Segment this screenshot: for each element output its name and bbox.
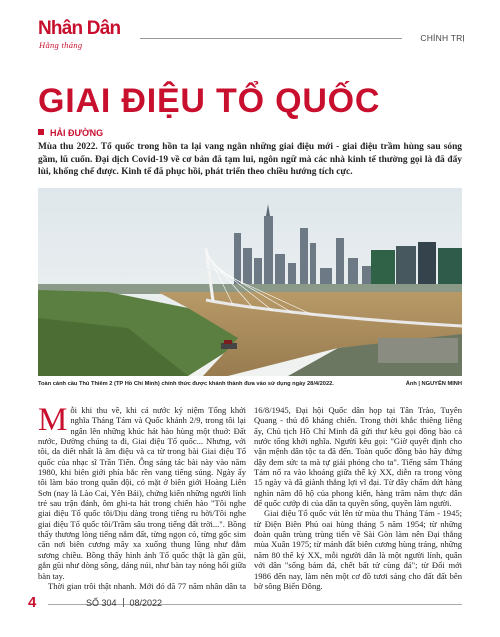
issue-number: SỐ 304 bbox=[86, 598, 117, 608]
body-paragraph bbox=[38, 405, 246, 581]
author-name: HẢI ĐƯỜNG bbox=[50, 128, 104, 138]
body-column-1 bbox=[38, 405, 246, 593]
newspaper-logo bbox=[38, 18, 134, 54]
article-photo bbox=[38, 188, 462, 376]
photo-caption: Toàn cảnh cầu Thủ Thiêm 2 (TP Hồ Chí Minh) chính thức được khánh thành đưa vào sử dụng ngày 28/4/2022. bbox=[38, 381, 334, 387]
photo-caption-row bbox=[38, 381, 462, 387]
issue-info bbox=[86, 598, 162, 608]
drop-cap: M bbox=[38, 405, 68, 438]
byline-square-icon bbox=[38, 129, 44, 135]
page-number: 4 bbox=[28, 594, 37, 611]
photo-credit: Ảnh | NGUYỄN MINH bbox=[405, 381, 462, 387]
article-title: GIAI ĐIỆU TỔ QUỐC bbox=[38, 82, 381, 120]
article-lead: Mùa thu 2022. Tổ quốc trong hồn ta lại vang ngân những giai điệu mới - giai điệu trầm hùng sau sóng gầm, lũ cuốn. Đại dịch Covid-19 về cơ bản đã tạm lui, ngôn ngữ mà các nhà kinh tế thường gọi là đã đẩy lùi, khống chế được. Kinh tế đã phục hồi, phát triển theo chiều hướng tích cực. bbox=[38, 142, 462, 178]
logo-text: Nhân Dân bbox=[38, 18, 121, 39]
section-label: CHÍNH TRỊ bbox=[420, 33, 465, 43]
issue-date: 08/2022 bbox=[129, 598, 163, 608]
body-paragraph bbox=[254, 591, 462, 593]
logo-subtitle: Hằng tháng bbox=[39, 40, 83, 50]
body-paragraph-text: ỗi khi thu về, khi cả nước kỷ niệm Tổng khởi nghĩa Tháng Tám và Quốc khánh 2/9, trong tôi lại ngân lên những khúc hát hào hùng một thuở: Đất nước, Đường chúng ta đi, Giai điệu Tổ quốc... Nhưng, với tôi, da diết nhất là âm điệu và ca từ trong bài Giai điệu Tổ quốc của nhạc sĩ Trần Tiến. Ông sáng tác bài này vào năm 1980, khi biên giới phía bắc rền vang tiếng súng. Ngày ấy tôi làm báo trong quân đội, có mặt ở biên giới Hoàng Liên Sơn (nay là Lào Cai, Yên Bái), chứng kiến những người lính trẻ sau trận đánh, ôm ghi-ta hát trong chiến hào "Tôi nghe giai điệu Tổ quốc tôi/Dịu dàng trong tiếng ru hời/Tôi nghe giai điệu Tổ quốc tôi/Trầm sâu trong tiếng đất trời...". Bồng thấy thương lòng tiếng nắm đất, từng ngọn cỏ, từng gốc sim căn nơi biên cương mây xa xuống thung lũng như đắm sương chiều. Bồng thấy hình ảnh Tổ quốc thật là gần gũi, gắn gũi như dòng sông, dáng núi, như bàn tay nóng hổi giữa bàn tay. bbox=[38, 405, 246, 581]
header-divider bbox=[140, 38, 402, 39]
author-byline bbox=[38, 128, 103, 138]
body-paragraph: Thời gian trôi thật nhanh. Mới đó đã 77 năm nhân dân ta bbox=[48, 580, 246, 591]
body-paragraph: Giai điệu Tổ quốc vút lên từ mùa thu Tháng Tám - 1945; từ Điện Biên Phủ oai hùng tháng 5 năm 1954; từ những đoàn quân trùng trùng tiến về Sài Gòn làm nên Đại thắng mùa Xuân 1975; từ mảnh đất biên cương hùng tráng, những năm 80 thế kỷ XX, mỗi người dân là một người lính, quân với dân "sống bám đá, chết bất tử cùng đá"; từ Đổi mới 1986 đến nay, làm nên một cơ đồ tươi sáng cho đất đất bên bờ sông Biển Đông. bbox=[254, 508, 462, 591]
issue-separator bbox=[123, 598, 124, 607]
body-paragraph: 16/8/1945, Đại hội Quốc dân họp tại Tân Trào, Tuyên Quang - thủ đô kháng chiến. Trong thời khắc thiêng liêng ấy, Chủ tịch Hồ Chí Minh đã gửi thư kêu gọi đồng bào cả nước tổng khởi nghĩa. Người kêu gọi: "Giờ quyết định cho vận mệnh dân tộc ta đã đến. Toàn quốc đồng bào hãy đứng dậy đem sức ta mà tự giải phóng cho ta". Tiếng sấm Tháng Tám nổ ra vào khoảng giữa thế kỷ XX, diễn ra trong vòng 15 ngày và đã giành thắng lợi vĩ đại. Từ đây chấm dứt hàng nghìn năm đô hộ của phong kiến, hàng trăm năm thực dân để quốc cướp đi của dân ta quyền sống, quyền làm người. bbox=[254, 405, 462, 509]
body-column-2 bbox=[254, 405, 462, 593]
